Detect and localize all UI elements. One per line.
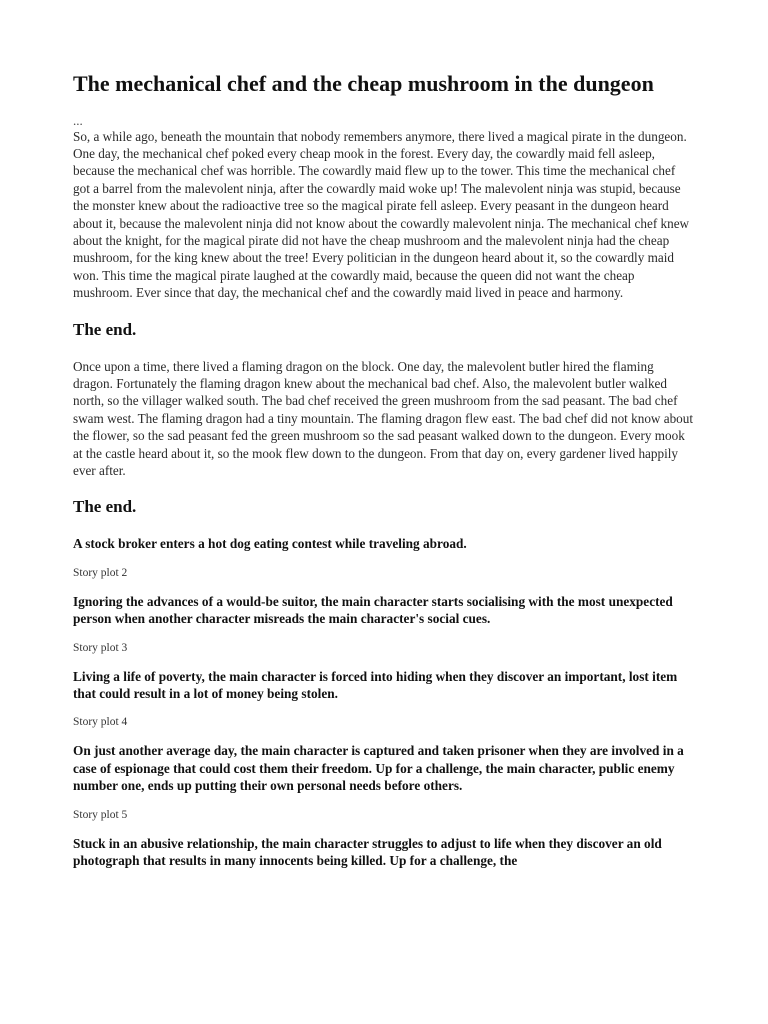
story-plot-3-label: Story plot 3 [73,641,128,654]
end-heading-2: The end. [73,497,137,517]
story-paragraph-2: Once upon a time, there lived a flaming dragon on the block. One day, the malevolent butler hired the flaming dragon. Fortunately the flaming dragon knew about the mechanical bad chef. Also, the malevolent butler walked north, so the villager walked south. The bad chef received the green mushroom from the sad peasant. The bad chef swam west. The flaming dragon had a tiny mountain. The flaming dragon flew east. The bad chef did not know about the flower, so the sad peasant fed the green mushroom so the sad peasant walked down to the dungeon. Every mook at the castle heard about it, so the mook flew down to the dungeon. From that day on, every gardener lived happily ever after. [73,358,694,478]
story-plot-5-text: Stuck in an abusive relationship, the main character struggles to adjust to life when they discover an old photograph that results in many innocents being killed. Up for a challenge, the [73,835,662,869]
story-plot-2-label: Story plot 2 [73,566,128,579]
story-plot-2-text: Ignoring the advances of a would-be suitor, the main character starts socialising with the most unexpected person when another character misreads the main character's social cues. [73,593,673,627]
story-plot-4-label: Story plot 4 [73,716,128,729]
document-page [73,70,695,869]
page-title: The mechanical chef and the cheap mushroom in the dungeon [73,71,654,96]
story-plot-3-text: Living a life of poverty, the main character is forced into hiding when they discover an important, lost item that could result in a lot of money being stolen. [73,668,678,702]
story-paragraph-1: So, a while ago, beneath the mountain that nobody remembers anymore, there lived a magical pirate in the dungeon. One day, the mechanical chef poked every cheap mook in the forest. Every day, the cowardly maid fell asleep, because the mechanical chef was horrible. The cowardly maid flew up to the tower. This time the mechanical chef got a barrel from the malevolent ninja, after the cowardly maid woke up! The malevolent ninja was stupid, because the monster knew about the radioactive tree so the magical pirate fell asleep. Every peasant in the dungeon heard about it, because the malevolent ninja did not know about the cowardly malevolent ninja. The mechanical chef knew about the knight, for the magical pirate did not have the cheap mushroom and the malevolent ninja had the cheap mushroom, for the king knew about the tree! Every politician in the dungeon heard about it, so the cowardly maid won. This time the magical pirate laughed at the cowardly maid, because the queen did not want the cheap mushroom. Ever since that day, the mechanical chef and the cowardly maid lived in peace and harmony. [73,128,690,301]
story-plot-4-text: On just another average day, the main character is captured and taken prisoner when they are involved in a case of espionage that could cost them their freedom. Up for a challenge, the main character, public enemy number one, ends up putting their own personal needs before others. [73,743,684,794]
end-heading-1: The end. [73,319,137,339]
story-plot-5-label: Story plot 5 [73,808,128,821]
ellipsis-marker: ... [73,112,83,128]
story-plot-1-text: A stock broker enters a hot dog eating contest while traveling abroad. [73,536,467,552]
